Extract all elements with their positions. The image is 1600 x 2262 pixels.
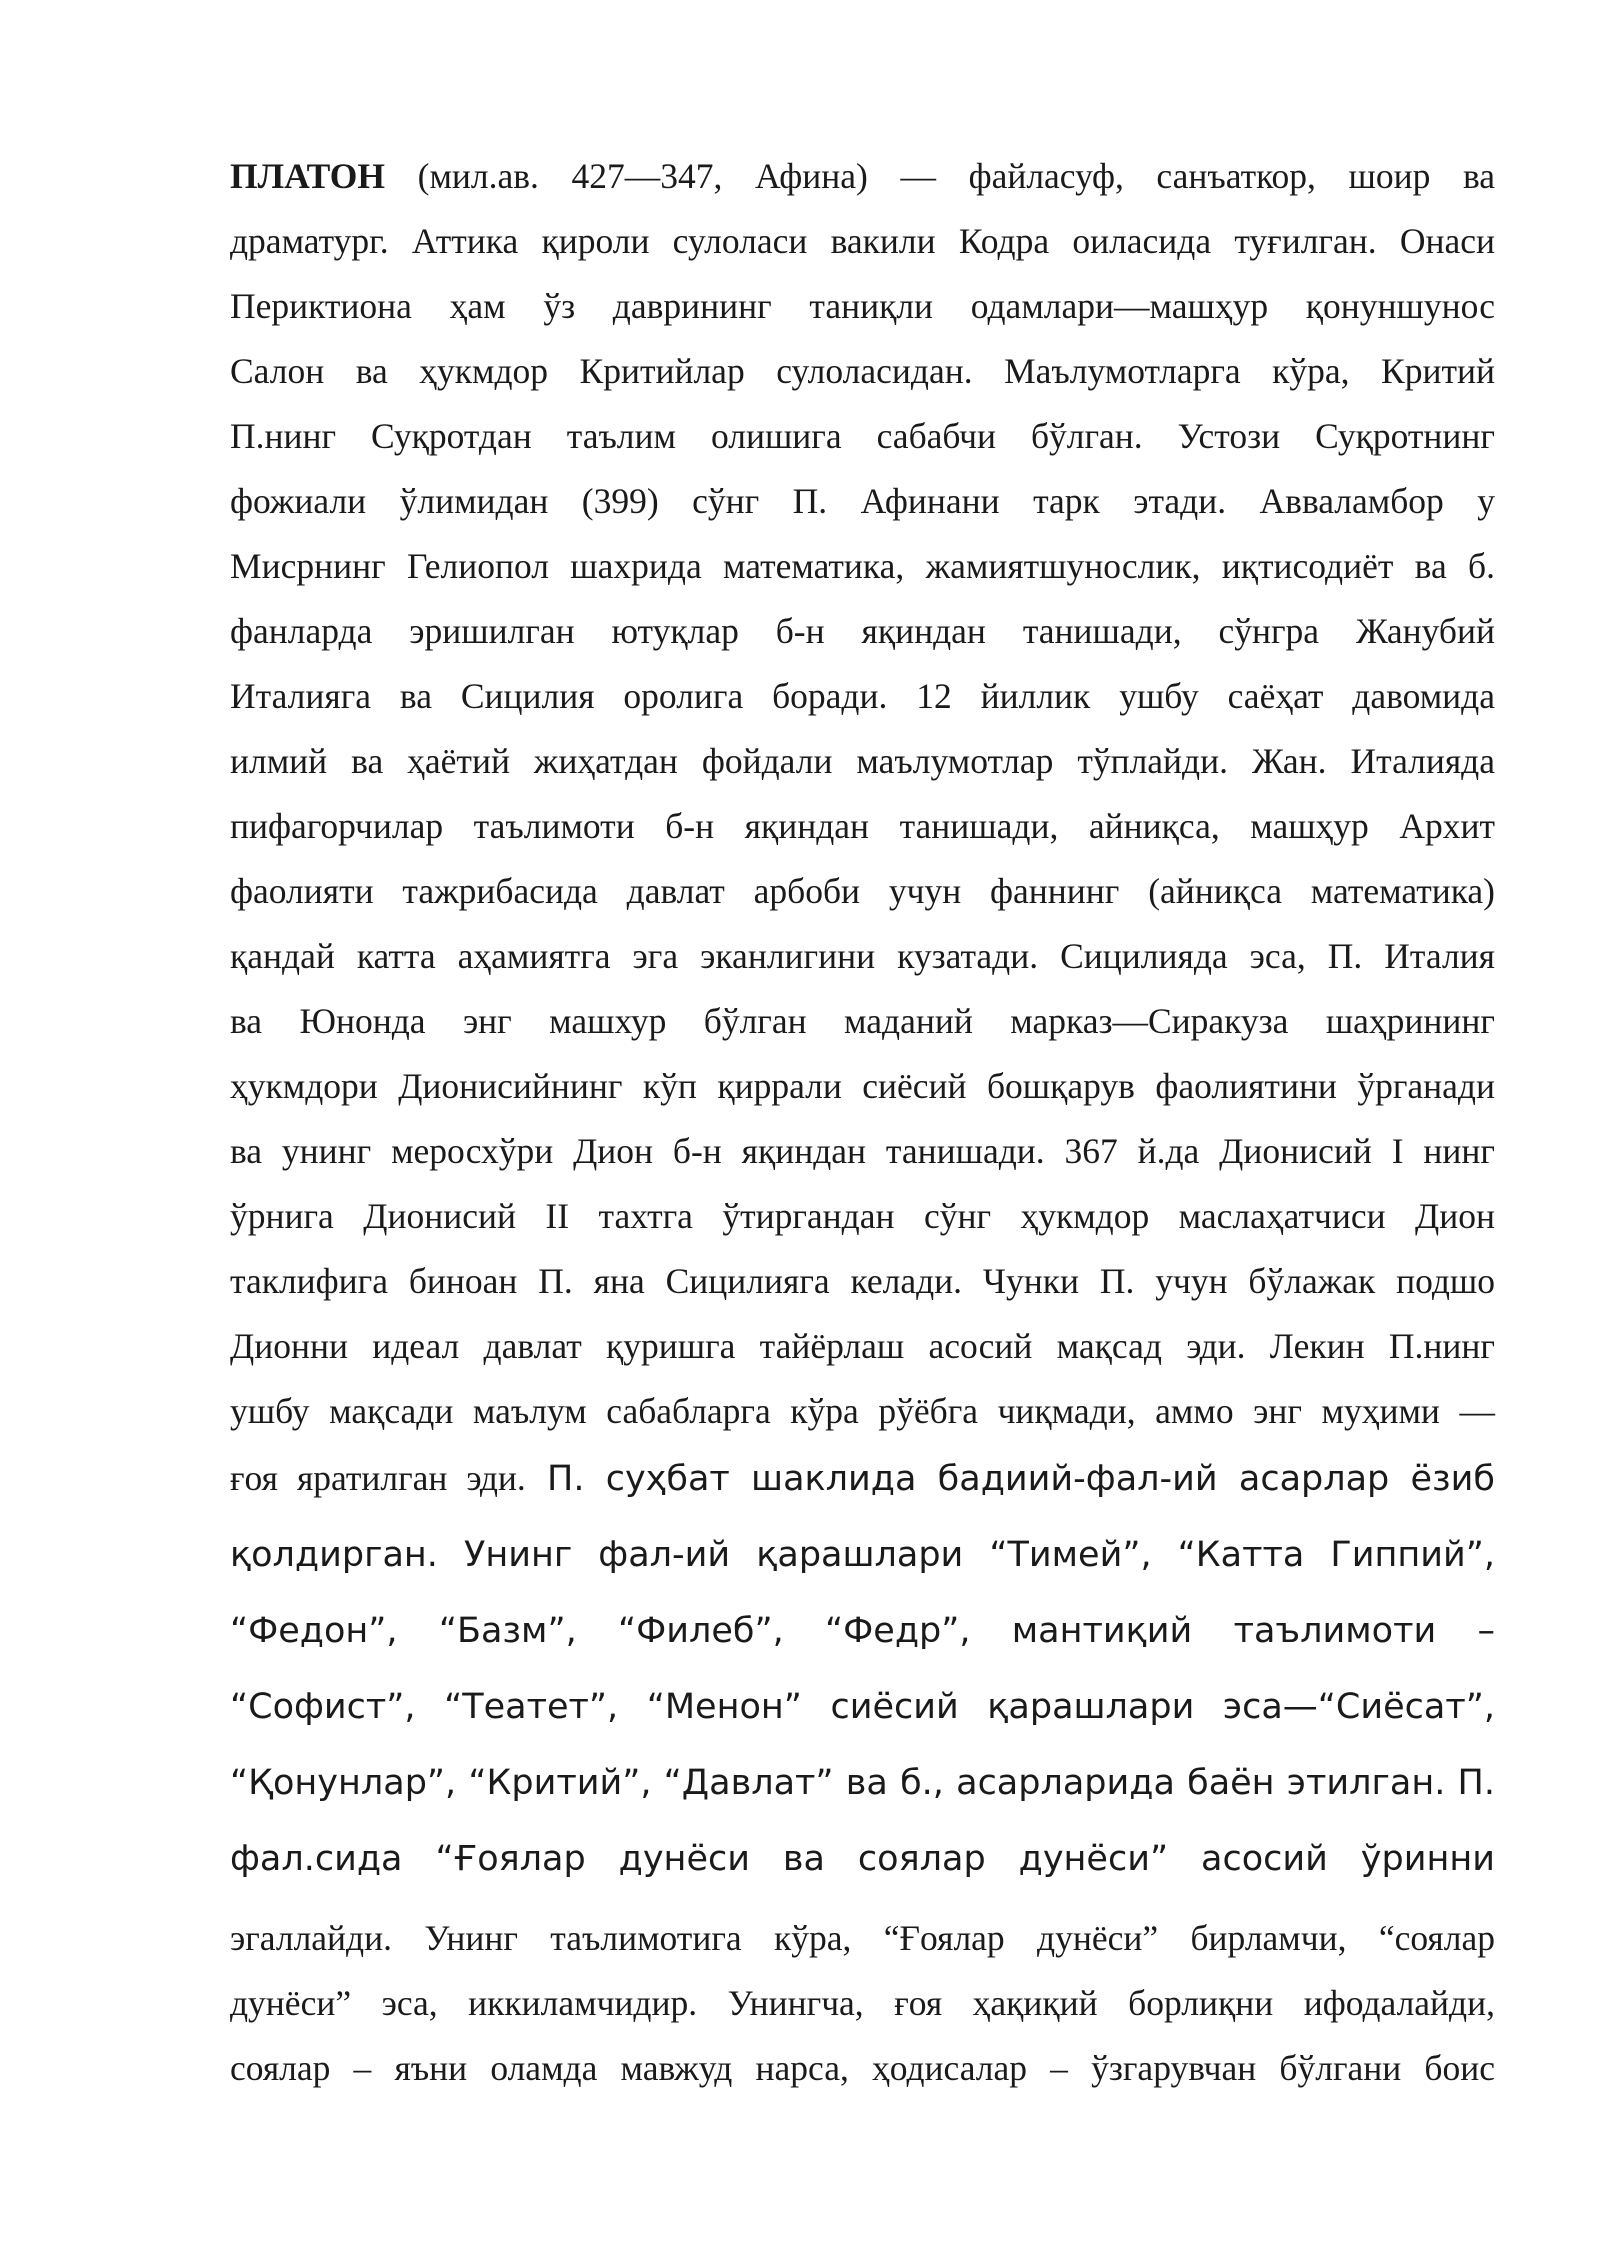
text-line: ўрнига Дионисий II тахтга ўтиргандан сўнг ҳукмдор маслаҳатчиси Дион (230, 1196, 1495, 1236)
text-line: қандай катта аҳамиятга эга эканлигини кузатади. Сицилияда эса, П. Италия (230, 936, 1495, 976)
text-line: соялар – яъни оламда мавжуд нарса, ҳодисалар – ўзгарувчан бўлгани боис (230, 2048, 1495, 2088)
text-line: таклифига биноан П. яна Сицилияга келади. Чунки П. учун бўлажак подшо (230, 1261, 1495, 1301)
text-line: драматург. Аттика қироли сулоласи вакили Кодра оиласида туғилган. Онаси (230, 221, 1495, 261)
text-line: пифагорчилар таълимоти б-н яқиндан танишади, айниқса, машҳур Архит (230, 806, 1495, 846)
text-line: Периктиона ҳам ўз даврининг таниқли одамлари—машҳур қонуншунос (230, 286, 1495, 326)
sans-text-line: қолдирган. Унинг фал-ий қарашлари “Тимей”, “Катта Гиппий”, (230, 1535, 1495, 1575)
mixed-font-line (230, 1450, 1495, 1506)
text-line: Дионни идеал давлат қуришга тайёрлаш асосий мақсад эди. Лекин П.нинг (230, 1326, 1495, 1366)
text-line: ва унинг меросхўри Дион б-н яқиндан танишади. 367 й.да Дионисий I нинг (230, 1131, 1495, 1171)
first-line-rest: (мил.ав. 427—347, Афина) — файласуф, санъаткор, шоир ва (385, 156, 1495, 196)
mixed-line-sans: П. суҳбат шаклида бадиий-фал-ий асарлар ёзиб (525, 1459, 1495, 1499)
sans-text-line: “Қонунлар”, “Критий”, “Давлат” ва б., асарларида баён этилган. П. (230, 1763, 1495, 1803)
text-line: илмий ва ҳаётий жиҳатдан фойдали маълумотлар тўплайди. Жан. Италияда (230, 741, 1495, 781)
text-line: Салон ва ҳукмдор Критийлар сулоласидан. Маълумотларга кўра, Критий (230, 351, 1495, 391)
text-line: фаолияти тажрибасида давлат арбоби учун фаннинг (айниқса математика) (230, 871, 1495, 911)
text-line: ва Юнонда энг машхур бўлган маданий марказ—Сиракуза шаҳрининг (230, 1001, 1495, 1041)
sans-text-line: фал.сида “Ғоялар дунёси ва соялар дунёси” асосий ўринни (230, 1839, 1495, 1879)
mixed-line-serif: ғоя яратилган эди. (230, 1458, 526, 1498)
text-line: Мисрнинг Гелиопол шахрида математика, жамиятшунослик, иқтисодиёт ва б. (230, 546, 1495, 586)
text-line: дунёси” эса, иккиламчидир. Унингча, ғоя ҳақиқий борлиқни ифодалайди, (230, 1983, 1495, 2023)
text-line: П.нинг Суқротдан таълим олишига сабабчи бўлган. Устози Суқротнинг (230, 416, 1495, 456)
text-line-1 (230, 148, 1495, 204)
text-line: эгаллайди. Унинг таълимотига кўра, “Ғоялар дунёси” бирламчи, “соялар (230, 1918, 1495, 1958)
text-line: Италияга ва Сицилия оролига боради. 12 йиллик ушбу саёҳат давомида (230, 676, 1495, 716)
heading-word: ПЛАТОН (230, 156, 386, 196)
text-line: ҳукмдори Дионисийнинг кўп қиррали сиёсий бошқарув фаолиятини ўрганади (230, 1066, 1495, 1106)
text-line: фожиали ўлимидан (399) сўнг П. Афинани тарк этади. Авваламбор у (230, 481, 1495, 521)
text-line: фанларда эришилган ютуқлар б-н яқиндан танишади, сўнгра Жанубий (230, 611, 1495, 651)
text-line: ушбу мақсади маълум сабабларга кўра рўёбга чиқмади, аммо энг муҳими — (230, 1391, 1495, 1431)
sans-text-line: “Федон”, “Базм”, “Филеб”, “Федр”, мантиқий таълимоти – (230, 1611, 1495, 1651)
sans-text-line: “Софист”, “Театет”, “Менон” сиёсий қарашлари эса—“Сиёсат”, (230, 1687, 1495, 1727)
